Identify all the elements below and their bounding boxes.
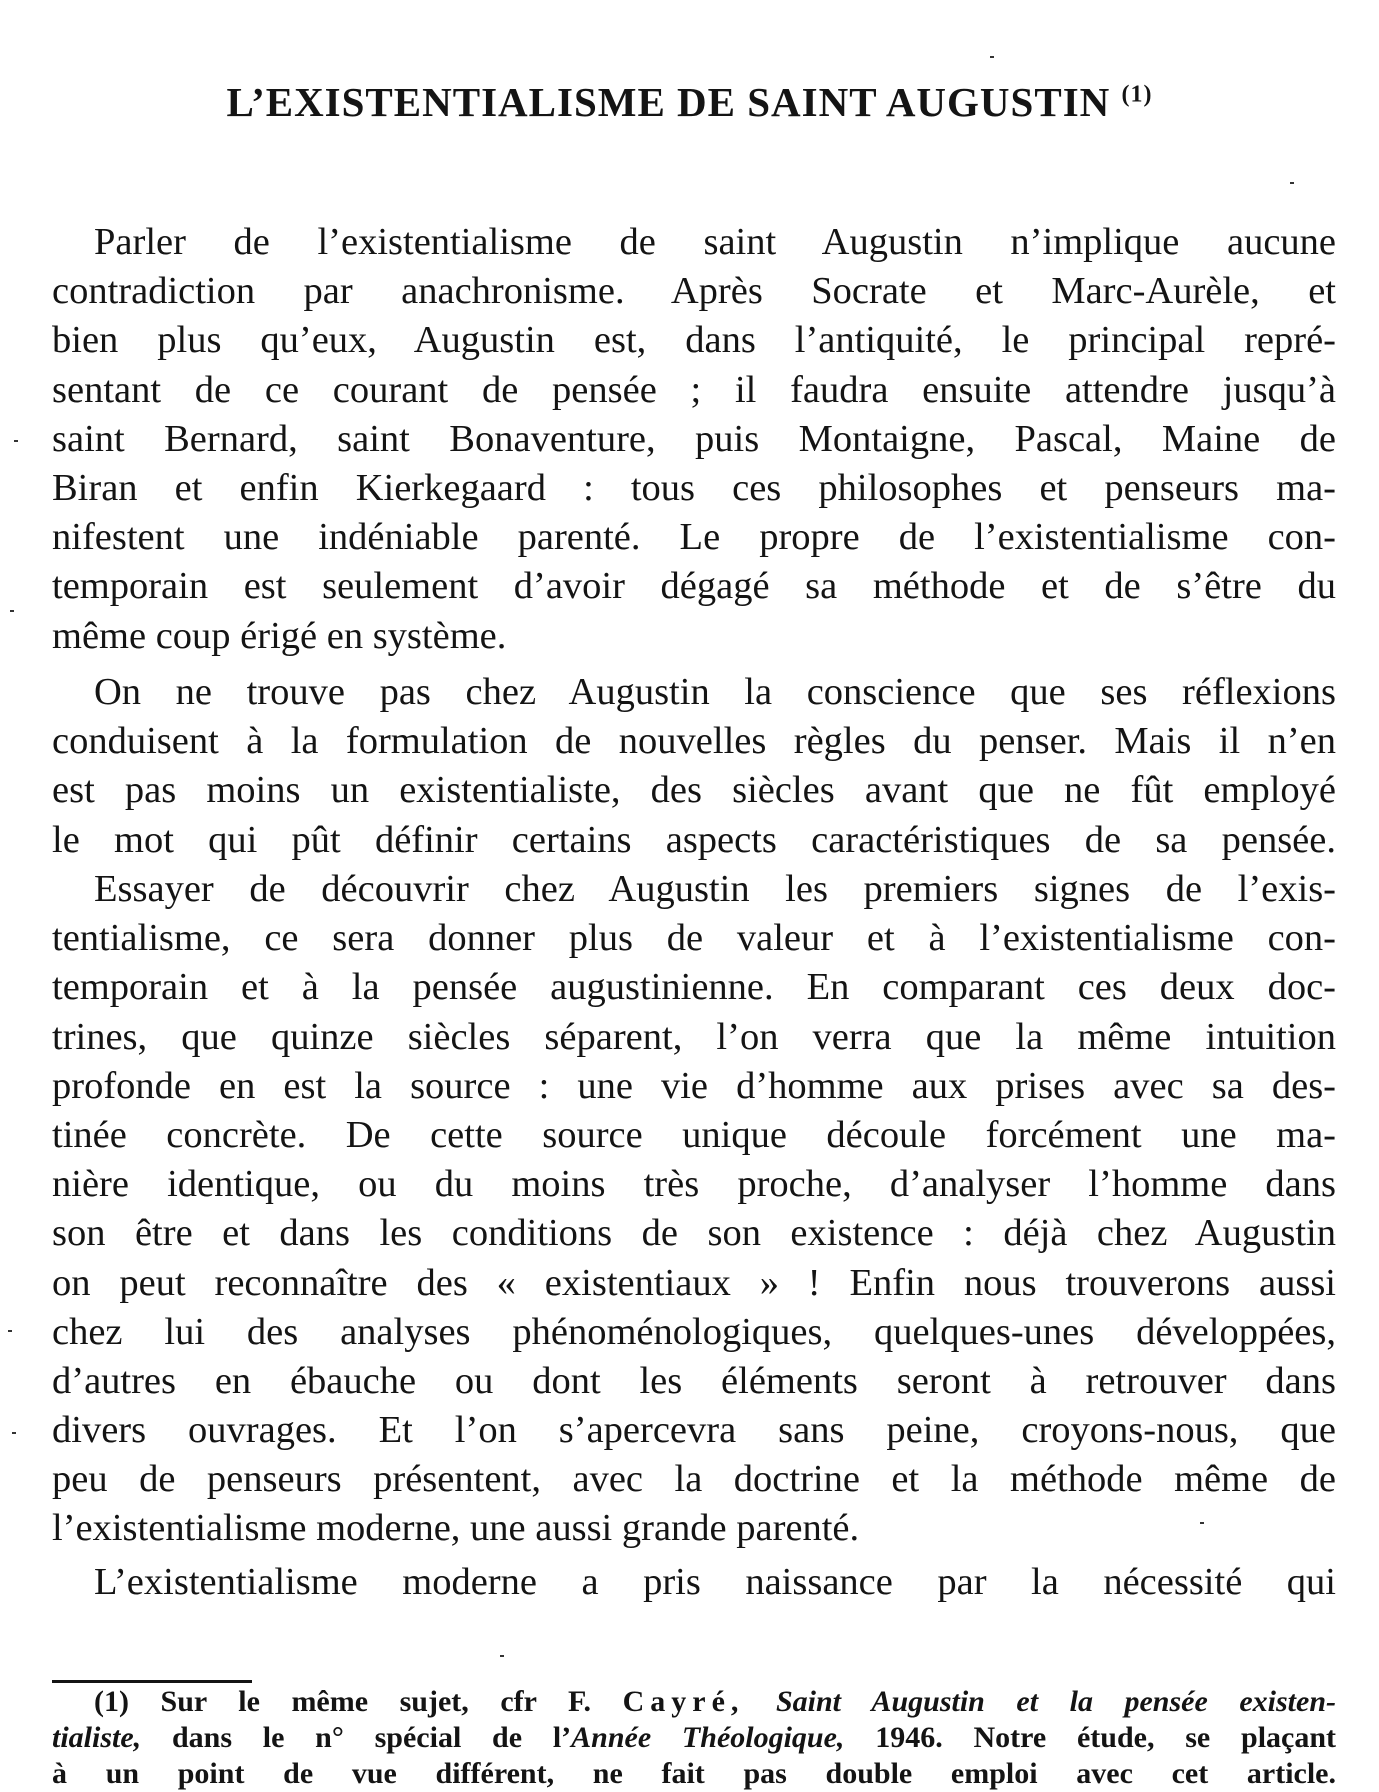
footnote-line: tialiste, dans le n° spécial de l’Année Théologique, 1946. Notre étude, se plaçant — [52, 1721, 1337, 1754]
speck — [12, 1432, 16, 1434]
speck — [1200, 1522, 1204, 1524]
text-line: temporain et à la pensée augustinienne. En comparant ces deux doc- — [52, 966, 1336, 1009]
speck — [990, 56, 994, 58]
speck — [1290, 182, 1294, 184]
text-line: L’existentialisme moderne a pris naissance par la nécessité qui — [94, 1561, 1336, 1603]
text-line: nifestent une indéniable parenté. Le propre de l’existentialisme con- — [52, 516, 1336, 559]
text-line: contradiction par anachronisme. Après Socrate et Marc-Aurèle, et — [52, 270, 1336, 313]
text-line: temporain est seulement d’avoir dégagé sa méthode et de s’être du — [52, 565, 1336, 608]
text-line: Essayer de découvrir chez Augustin les premiers signes de l’exis- — [94, 868, 1336, 910]
footnote-author: Cayré, — [622, 1685, 745, 1718]
footnote-line: (1) Sur le même sujet, cfr F. Cayré, Saint Augustin et la pensée existen- — [94, 1685, 1337, 1718]
text-line: saint Bernard, saint Bonaventure, puis Montaigne, Pascal, Maine de — [52, 417, 1336, 460]
speck — [500, 1655, 504, 1657]
speck — [8, 1330, 12, 1332]
text-line: nière identique, ou du moins très proche, d’analyser l’homme dans — [52, 1163, 1336, 1206]
speck — [10, 610, 14, 612]
footnote — [52, 1684, 1336, 1792]
footnote-line: à un point de vue différent, ne fait pas double emploi avec cet article. — [52, 1757, 1336, 1790]
footnote-work-title: Saint Augustin et la pensée existen- — [775, 1685, 1337, 1718]
text-line: tinée concrète. De cette source unique découle forcément une ma- — [52, 1113, 1336, 1156]
paragraph-1 — [52, 218, 1336, 661]
text-line: est pas moins un existentialiste, des siècles avant que ne fût employé — [52, 769, 1336, 812]
text-line: On ne trouve pas chez Augustin la conscience que ses réflexions — [94, 671, 1336, 713]
speck — [14, 440, 18, 442]
text-line: peu de penseurs présentent, avec la doctrine et la méthode même de — [52, 1458, 1336, 1501]
text-line: tentialisme, ce sera donner plus de valeur et à l’existentialisme con- — [52, 917, 1336, 960]
text-line: trines, que quinze siècles séparent, l’on verra que la même intuition — [52, 1015, 1336, 1058]
text-line: d’autres en ébauche ou dont les éléments seront à retrouver dans — [52, 1359, 1336, 1402]
text-line: on peut reconnaître des « existentiaux » ! Enfin nous trouverons aussi — [52, 1261, 1336, 1304]
paragraph-3 — [52, 865, 1336, 1554]
text-line: bien plus qu’eux, Augustin est, dans l’antiquité, le principal repré- — [52, 319, 1336, 362]
text-line: profonde en est la source : une vie d’homme aux prises avec sa des- — [52, 1064, 1336, 1107]
footnote-separator — [52, 1680, 252, 1683]
title-text: L’EXISTENTIALISME DE SAINT AUGUSTIN — [226, 79, 1111, 125]
text-line: Parler de l’existentialisme de saint Augustin n’implique aucune — [94, 221, 1336, 263]
text-line: son être et dans les conditions de son existence : déjà chez Augustin — [52, 1212, 1336, 1255]
text-line: divers ouvrages. Et l’on s’apercevra sans peine, croyons-nous, que — [52, 1409, 1336, 1452]
paragraph-4 — [52, 1558, 1336, 1607]
title-footnote-ref: (1) — [1121, 81, 1153, 108]
text-line: même coup érigé en système. — [52, 614, 507, 657]
text-line: conduisent à la formulation de nouvelles règles du penser. Mais il n’en — [52, 720, 1336, 763]
text-line: sentant de ce courant de pensée ; il faudra ensuite attendre jusqu’à — [52, 368, 1336, 411]
paragraph-2 — [52, 668, 1336, 865]
text-line: Biran et enfin Kierkegaard : tous ces philosophes et penseurs ma- — [52, 466, 1336, 509]
text-line: chez lui des analyses phénoménologiques, quelques-unes développées, — [52, 1310, 1336, 1353]
text-line: le mot qui pût définir certains aspects caractéristiques de sa pensée. — [52, 818, 1336, 861]
page-title — [0, 78, 1379, 126]
footnote-journal: Année Théologique, — [571, 1721, 845, 1754]
text-line: l’existentialisme moderne, une aussi grande parenté. — [52, 1507, 860, 1550]
